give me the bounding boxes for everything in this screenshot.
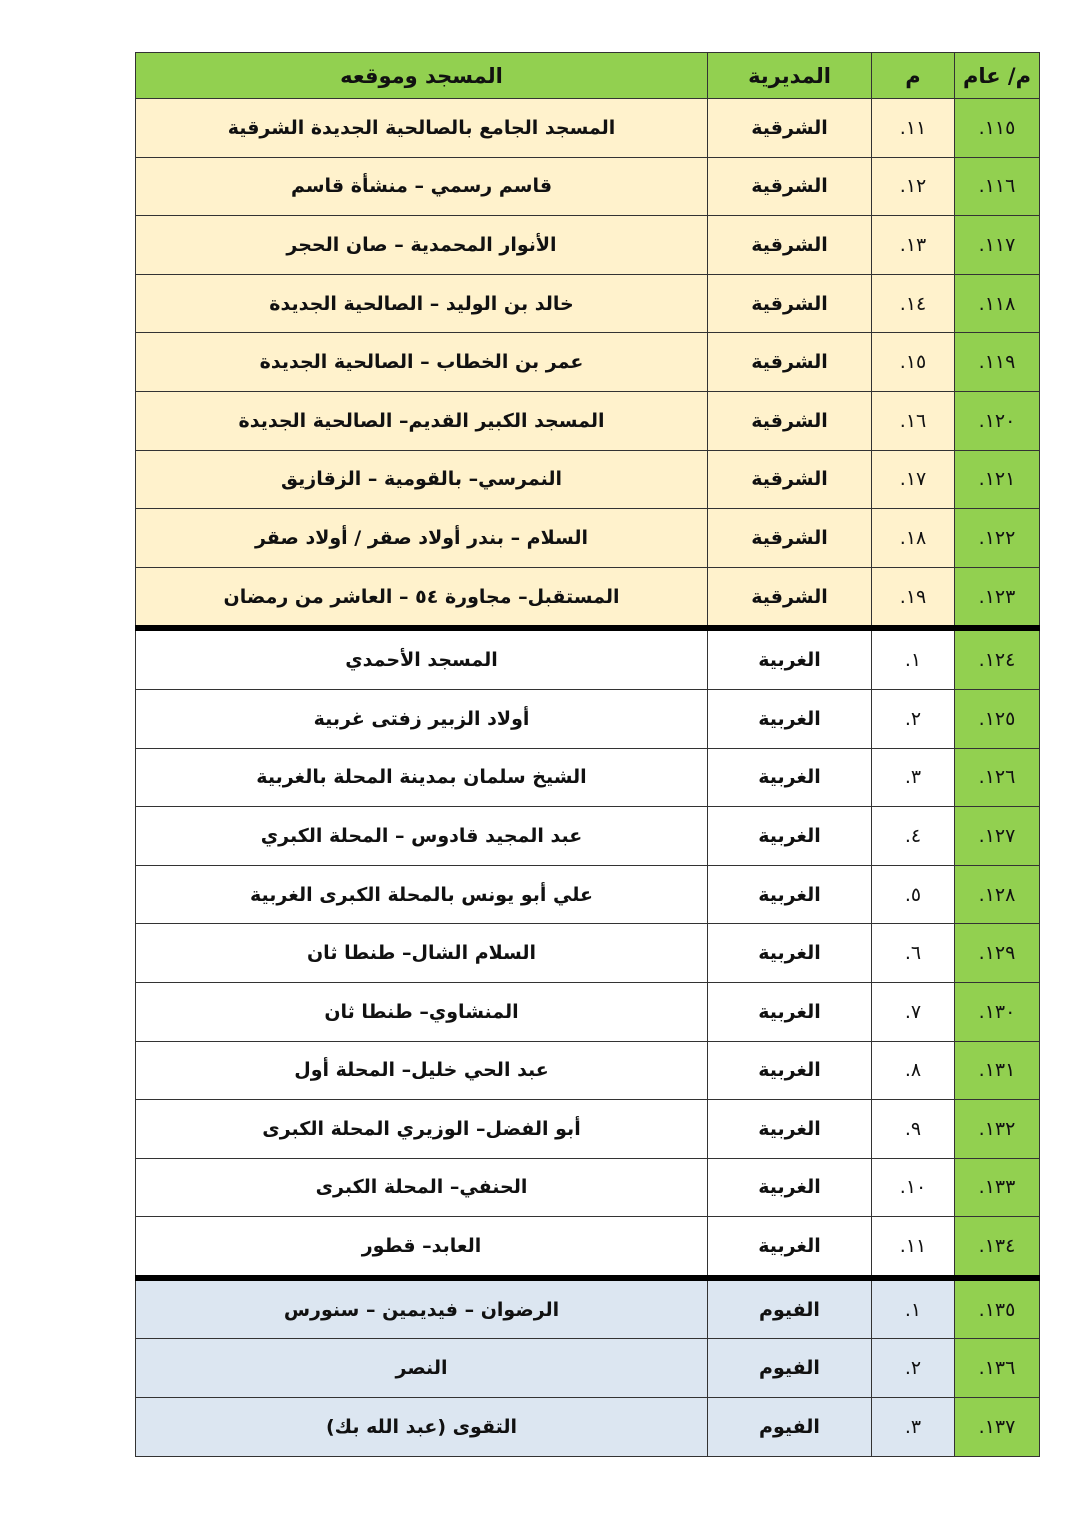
mosque-cell: الرضوان – فيديمين – سنورس xyxy=(136,1278,708,1339)
general-no-cell: ١١٩. xyxy=(955,333,1040,392)
no-cell: ٨. xyxy=(872,1041,955,1100)
table-row xyxy=(136,509,1040,568)
directorate-cell: الغربية xyxy=(708,807,872,866)
no-cell: ١٧. xyxy=(872,450,955,509)
header-no: م xyxy=(872,53,955,99)
directorate-cell: الشرقية xyxy=(708,157,872,216)
directorate-cell: الغربية xyxy=(708,982,872,1041)
table-row xyxy=(136,865,1040,924)
no-cell: ٦. xyxy=(872,924,955,983)
table-row xyxy=(136,333,1040,392)
table-row xyxy=(136,1278,1040,1339)
mosque-cell: المستقبل– مجاورة ٥٤ – العاشر من رمضان xyxy=(136,567,708,628)
mosque-cell: السلام – بندر أولاد صقر / أولاد صقر xyxy=(136,509,708,568)
no-cell: ٤. xyxy=(872,807,955,866)
mosque-cell: المنشاوي– طنطا ثان xyxy=(136,982,708,1041)
mosque-cell: علي أبو يونس بالمحلة الكبرى الغربية xyxy=(136,865,708,924)
general-no-cell: ١٣٤. xyxy=(955,1217,1040,1278)
general-no-cell: ١٢٤. xyxy=(955,628,1040,689)
no-cell: ٣. xyxy=(872,1398,955,1457)
general-no-cell: ١٣٣. xyxy=(955,1158,1040,1217)
directorate-cell: الغربية xyxy=(708,748,872,807)
directorate-cell: الغربية xyxy=(708,1041,872,1100)
general-no-cell: ١٣٥. xyxy=(955,1278,1040,1339)
directorate-cell: الغربية xyxy=(708,628,872,689)
no-cell: ١. xyxy=(872,628,955,689)
mosque-cell: النمرسي– بالقومية – الزقازيق xyxy=(136,450,708,509)
no-cell: ٢. xyxy=(872,689,955,748)
no-cell: ١٩. xyxy=(872,567,955,628)
general-no-cell: ١١٨. xyxy=(955,274,1040,333)
general-no-cell: ١٢٦. xyxy=(955,748,1040,807)
table-row xyxy=(136,748,1040,807)
header-general-no: م/ عام xyxy=(955,53,1040,99)
general-no-cell: ١١٦. xyxy=(955,157,1040,216)
table-row xyxy=(136,807,1040,866)
mosque-cell: أولاد الزبير زفتى غربية xyxy=(136,689,708,748)
no-cell: ١١. xyxy=(872,99,955,158)
no-cell: ٩. xyxy=(872,1100,955,1159)
mosque-cell: التقوى (عبد الله بك) xyxy=(136,1398,708,1457)
directorate-cell: الفيوم xyxy=(708,1339,872,1398)
directorate-cell: الغربية xyxy=(708,1158,872,1217)
general-no-cell: ١٢٩. xyxy=(955,924,1040,983)
mosque-cell: خالد بن الوليد – الصالحية الجديدة xyxy=(136,274,708,333)
table-row xyxy=(136,99,1040,158)
table-row xyxy=(136,391,1040,450)
directorate-cell: الشرقية xyxy=(708,509,872,568)
mosque-cell: قاسم رسمي – منشأة قاسم xyxy=(136,157,708,216)
no-cell: ١٦. xyxy=(872,391,955,450)
general-no-cell: ١٣١. xyxy=(955,1041,1040,1100)
header-mosque: المسجد وموقعه xyxy=(136,53,708,99)
mosque-cell: المسجد الجامع بالصالحية الجديدة الشرقية xyxy=(136,99,708,158)
general-no-cell: ١٣٠. xyxy=(955,982,1040,1041)
mosques-table xyxy=(135,52,1040,1457)
directorate-cell: الغربية xyxy=(708,865,872,924)
table-row xyxy=(136,924,1040,983)
table-row xyxy=(136,1217,1040,1278)
general-no-cell: ١٢٠. xyxy=(955,391,1040,450)
no-cell: ٧. xyxy=(872,982,955,1041)
general-no-cell: ١٢٨. xyxy=(955,865,1040,924)
mosque-cell: الشيخ سلمان بمدينة المحلة بالغربية xyxy=(136,748,708,807)
mosque-cell: العابد– قطور xyxy=(136,1217,708,1278)
header-directorate: المديرية xyxy=(708,53,872,99)
mosque-cell: الحنفي– المحلة الكبرى xyxy=(136,1158,708,1217)
directorate-cell: الفيوم xyxy=(708,1398,872,1457)
table-row xyxy=(136,982,1040,1041)
table-body xyxy=(136,99,1040,1457)
table-row xyxy=(136,1041,1040,1100)
no-cell: ١٤. xyxy=(872,274,955,333)
general-no-cell: ١٢٥. xyxy=(955,689,1040,748)
header-row xyxy=(136,53,1040,99)
no-cell: ١٠. xyxy=(872,1158,955,1217)
directorate-cell: الشرقية xyxy=(708,99,872,158)
directorate-cell: الشرقية xyxy=(708,216,872,275)
general-no-cell: ١٣٦. xyxy=(955,1339,1040,1398)
mosque-cell: أبو الفضل– الوزيري المحلة الكبرى xyxy=(136,1100,708,1159)
table-row xyxy=(136,567,1040,628)
general-no-cell: ١٣٧. xyxy=(955,1398,1040,1457)
table-row xyxy=(136,450,1040,509)
no-cell: ٢. xyxy=(872,1339,955,1398)
no-cell: ١١. xyxy=(872,1217,955,1278)
general-no-cell: ١١٧. xyxy=(955,216,1040,275)
mosque-cell: السلام الشال– طنطا ثان xyxy=(136,924,708,983)
directorate-cell: الشرقية xyxy=(708,567,872,628)
table-row xyxy=(136,216,1040,275)
mosque-cell: عبد المجيد قادوس – المحلة الكبري xyxy=(136,807,708,866)
table-row xyxy=(136,157,1040,216)
directorate-cell: الفيوم xyxy=(708,1278,872,1339)
no-cell: ١٢. xyxy=(872,157,955,216)
general-no-cell: ١٢٧. xyxy=(955,807,1040,866)
mosque-cell: المسجد الأحمدي xyxy=(136,628,708,689)
directorate-cell: الغربية xyxy=(708,1217,872,1278)
directorate-cell: الغربية xyxy=(708,689,872,748)
no-cell: ١٣. xyxy=(872,216,955,275)
directorate-cell: الغربية xyxy=(708,1100,872,1159)
table-row xyxy=(136,274,1040,333)
mosque-cell: الأنوار المحمدية – صان الحجر xyxy=(136,216,708,275)
table-row xyxy=(136,689,1040,748)
mosque-cell: المسجد الكبير القديم– الصالحية الجديدة xyxy=(136,391,708,450)
directorate-cell: الشرقية xyxy=(708,274,872,333)
general-no-cell: ١٢١. xyxy=(955,450,1040,509)
general-no-cell: ١٢٣. xyxy=(955,567,1040,628)
table-row xyxy=(136,1339,1040,1398)
no-cell: ١. xyxy=(872,1278,955,1339)
table-row xyxy=(136,1100,1040,1159)
directorate-cell: الشرقية xyxy=(708,333,872,392)
table-row xyxy=(136,628,1040,689)
general-no-cell: ١٣٢. xyxy=(955,1100,1040,1159)
table-row xyxy=(136,1398,1040,1457)
mosque-cell: عمر بن الخطاب – الصالحية الجديدة xyxy=(136,333,708,392)
directorate-cell: الشرقية xyxy=(708,450,872,509)
directorate-cell: الغربية xyxy=(708,924,872,983)
general-no-cell: ١٢٢. xyxy=(955,509,1040,568)
no-cell: ١٨. xyxy=(872,509,955,568)
mosque-cell: النصر xyxy=(136,1339,708,1398)
no-cell: ٣. xyxy=(872,748,955,807)
directorate-cell: الشرقية xyxy=(708,391,872,450)
table-row xyxy=(136,1158,1040,1217)
mosque-cell: عبد الحي خليل– المحلة أول xyxy=(136,1041,708,1100)
no-cell: ١٥. xyxy=(872,333,955,392)
no-cell: ٥. xyxy=(872,865,955,924)
general-no-cell: ١١٥. xyxy=(955,99,1040,158)
